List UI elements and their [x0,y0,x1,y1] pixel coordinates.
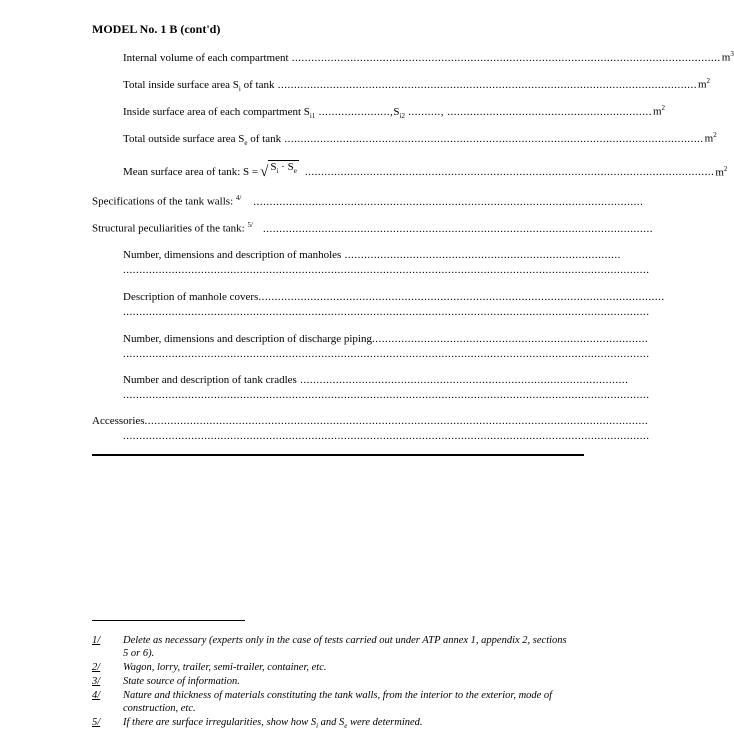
manhole-covers-line-2[interactable]: .................................................................................................................................................................. [123,306,650,318]
mean-surface-label: Mean surface area of tank: S = [123,166,259,179]
footnote-2: 2/ Wagon, lorry, trailer, semi-trailer, container, etc. [92,662,327,673]
footnote-5: 5/ If there are surface irregularities, show how $S_i$ and $S_e$ were determined. [92,717,423,731]
inside-each-row [123,104,666,120]
inside-total-unit: $m^2$ [697,77,711,91]
mean-surface-unit: $m^2$ [715,164,728,179]
inside-each-label: Inside surface area of each compartment $S_{i1}$ [123,105,316,120]
outside-total-label: Total outside surface area $S_e$ of tank [123,132,282,147]
manholes-label: Number, dimensions and description of manholes [123,249,342,261]
inside-each-field-2[interactable]: .........., ............................................................... [404,105,652,118]
sqrt-formula: √ $S_i \cdot S_e$ [260,161,297,181]
inside-each-unit: $m^2$ [652,104,666,118]
structural-row [92,221,653,235]
footnote-separator [92,620,245,621]
accessories-field[interactable]: ........................................................................................................................................................... [144,415,649,427]
accessories-label: Accessories [92,415,145,427]
footnote-4: 4/ Nature and thickness of materials constituting the tank walls, from the interior to the exterior, mode of construction, etc. [92,690,553,714]
sqrt-icon: √ [260,164,269,181]
inside-each-mid-label: $S_{i2}$ [393,105,405,120]
mean-surface-field[interactable]: .............................................................................................................................. [304,166,715,179]
manholes-row [123,249,621,261]
manhole-covers-row [123,291,665,303]
cradles-row [123,374,629,386]
section-divider [92,454,584,456]
discharge-label: Number, dimensions and description of discharge piping [123,333,372,345]
accessories-line-2[interactable]: .................................................................................................................................................................. [123,430,650,442]
walls-field[interactable]: ........................................................................................................................ [253,195,644,208]
mean-surface-row [123,160,728,181]
internal-volume-unit: $m^3$ [721,50,734,64]
discharge-row [123,333,649,345]
accessories-row [92,415,649,427]
discharge-field[interactable]: ..................................................................................... [371,333,649,345]
outside-total-unit: $m^2$ [704,131,717,145]
manholes-line-2[interactable]: .................................................................................................................................................................. [123,264,650,276]
walls-label: Specifications of the tank walls: $^{4/}$ [92,194,242,208]
inside-total-field[interactable]: ................................................................................................................................. [274,78,697,91]
internal-volume-row [123,50,734,64]
structural-field[interactable]: ........................................................................................................................ [262,222,653,235]
page-title: MODEL No. 1 B (cont'd) [92,22,221,36]
manhole-covers-label: Description of manhole covers [123,291,259,303]
cradles-label: Number and description of tank cradles [123,374,297,386]
internal-volume-label: Internal volume of each compartment [123,51,289,64]
manhole-covers-field[interactable]: ............................................................................................................................. [258,291,665,303]
cradles-field[interactable]: ..................................................................................................... [296,374,629,386]
walls-row [92,194,644,208]
internal-volume-field[interactable]: .................................................................................................................................... [288,51,721,64]
discharge-line-2[interactable]: .................................................................................................................................................................. [123,348,650,360]
outside-total-row [123,131,717,147]
outside-total-field[interactable]: ................................................................................................................................. [281,132,704,145]
inside-total-row [123,77,711,93]
footnote-3: 3/ State source of information. [92,676,240,687]
manholes-field[interactable]: ..................................................................................... [341,249,621,261]
inside-each-field-1[interactable]: ......................, [315,105,394,118]
cradles-line-2[interactable]: .................................................................................................................................................................. [123,389,650,401]
footnote-1: 1/ Delete as necessary (experts only in the case of tests carried out under ATP annex 1, appendix 2, sections 5 or 6). [92,635,567,659]
structural-label: Structural peculiarities of the tank: $^{5/}$ [92,221,253,235]
inside-total-label: Total inside surface area $S_i$ of tank [123,78,275,93]
